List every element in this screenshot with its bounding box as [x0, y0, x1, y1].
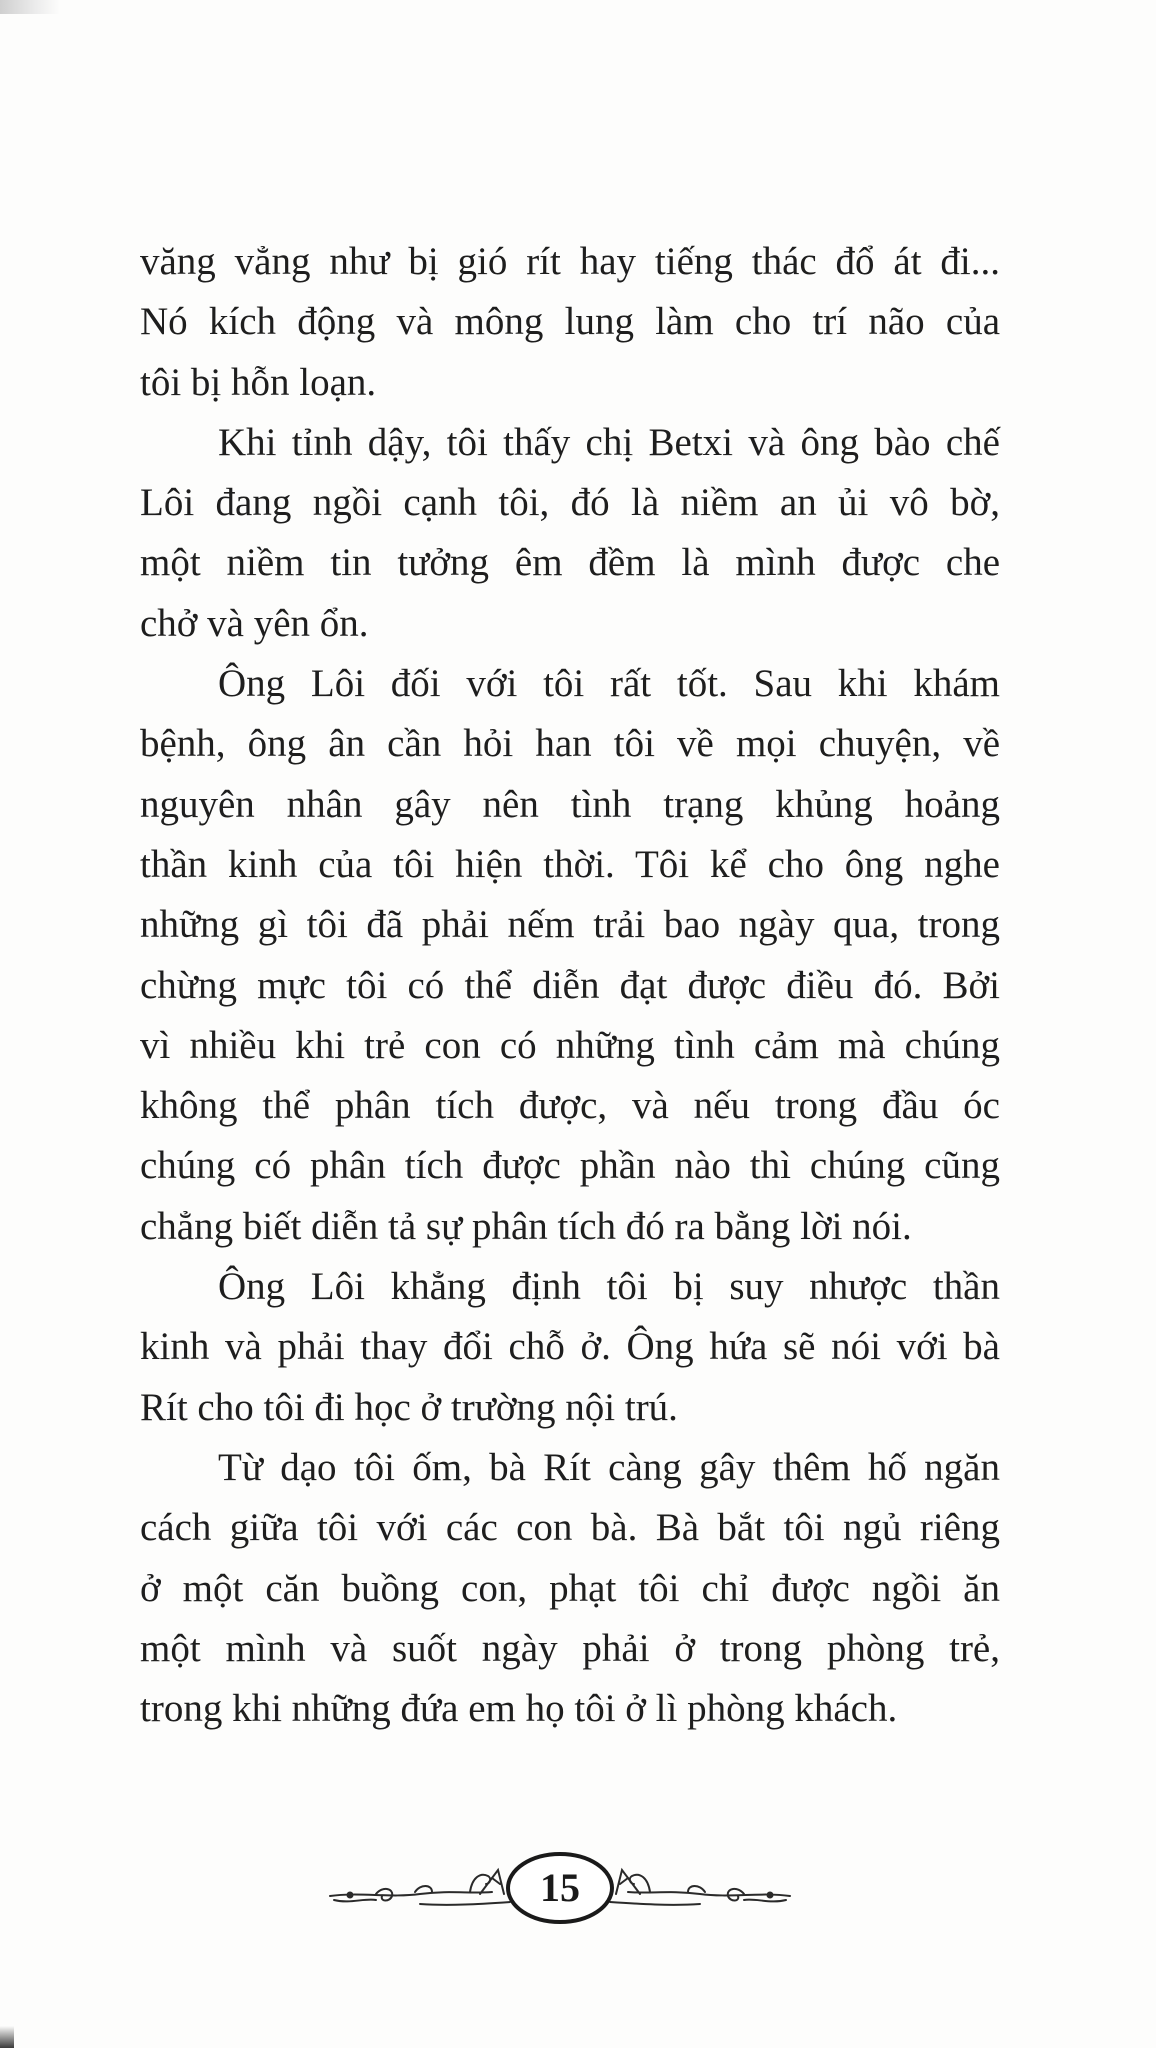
page-edge-shadow [0, 2026, 14, 2048]
text-line: chúng có phân tích được phần nào thì chúng cũng [140, 1144, 1000, 1188]
text-line: Rít cho tôi đi học ở trường nội trú. [140, 1385, 678, 1429]
text-line: chở và yên ổn. [140, 601, 369, 645]
text-line: chừng mực tôi có thể diễn đạt được điều đó. Bởi [140, 963, 1000, 1007]
page-footer [320, 1848, 800, 1928]
text-line: nguyên nhân gây nên tình trạng khủng hoảng [140, 782, 1000, 826]
text-line: Ông Lôi khẳng định tôi bị suy nhược thần [218, 1265, 1000, 1309]
text-line: Từ dạo tôi ốm, bà Rít càng gây thêm hố ngăn [218, 1445, 1000, 1489]
text-line: thần kinh của tôi hiện thời. Tôi kể cho ông nghe [140, 842, 1000, 886]
text-line: Khi tỉnh dậy, tôi thấy chị Betxi và ông bào chế [218, 420, 1000, 464]
text-line: kinh và phải thay đổi chỗ ở. Ông hứa sẽ nói với bà [140, 1325, 1000, 1369]
text-line: trong khi những đứa em họ tôi ở lì phòng khách. [140, 1687, 898, 1731]
text-line: cách giữa tôi với các con bà. Bà bắt tôi ngủ riêng [140, 1506, 1000, 1550]
text-line: ở một căn buồng con, phạt tôi chỉ được ngồi ăn [140, 1566, 1000, 1610]
body-text [140, 232, 1000, 1739]
page-number: 15 [540, 1865, 580, 1910]
text-line: bệnh, ông ân cần hỏi han tôi về mọi chuyện, về [140, 722, 1000, 766]
paragraph [140, 654, 1000, 1257]
paragraph [140, 1438, 1000, 1739]
paragraph [140, 413, 1000, 654]
text-line: không thể phân tích được, và nếu trong đầu óc [140, 1084, 1000, 1128]
text-line: một niềm tin tưởng êm đềm là mình được che [140, 541, 1000, 585]
text-line: chẳng biết diễn tả sự phân tích đó ra bằng lời nói. [140, 1204, 912, 1248]
text-line: văng vẳng như bị gió rít hay tiếng thác đổ át đi... [140, 240, 1000, 283]
paragraph [140, 1257, 1000, 1438]
text-line: Nó kích động và mông lung làm cho trí não của [140, 300, 1000, 344]
text-line: Ông Lôi đối với tôi rất tốt. Sau khi khám [218, 662, 1000, 706]
text-line: Lôi đang ngồi cạnh tôi, đó là niềm an ủi vô bờ, [140, 481, 1000, 525]
page-edge-shadow [0, 0, 60, 14]
text-line: vì nhiều khi trẻ con có những tình cảm mà chúng [140, 1023, 1000, 1067]
text-line: tôi bị hỗn loạn. [140, 360, 377, 404]
text-line: một mình và suốt ngày phải ở trong phòng trẻ, [140, 1626, 1000, 1670]
paragraph [140, 232, 1000, 413]
text-line: những gì tôi đã phải nếm trải bao ngày qua, trong [140, 903, 1000, 947]
